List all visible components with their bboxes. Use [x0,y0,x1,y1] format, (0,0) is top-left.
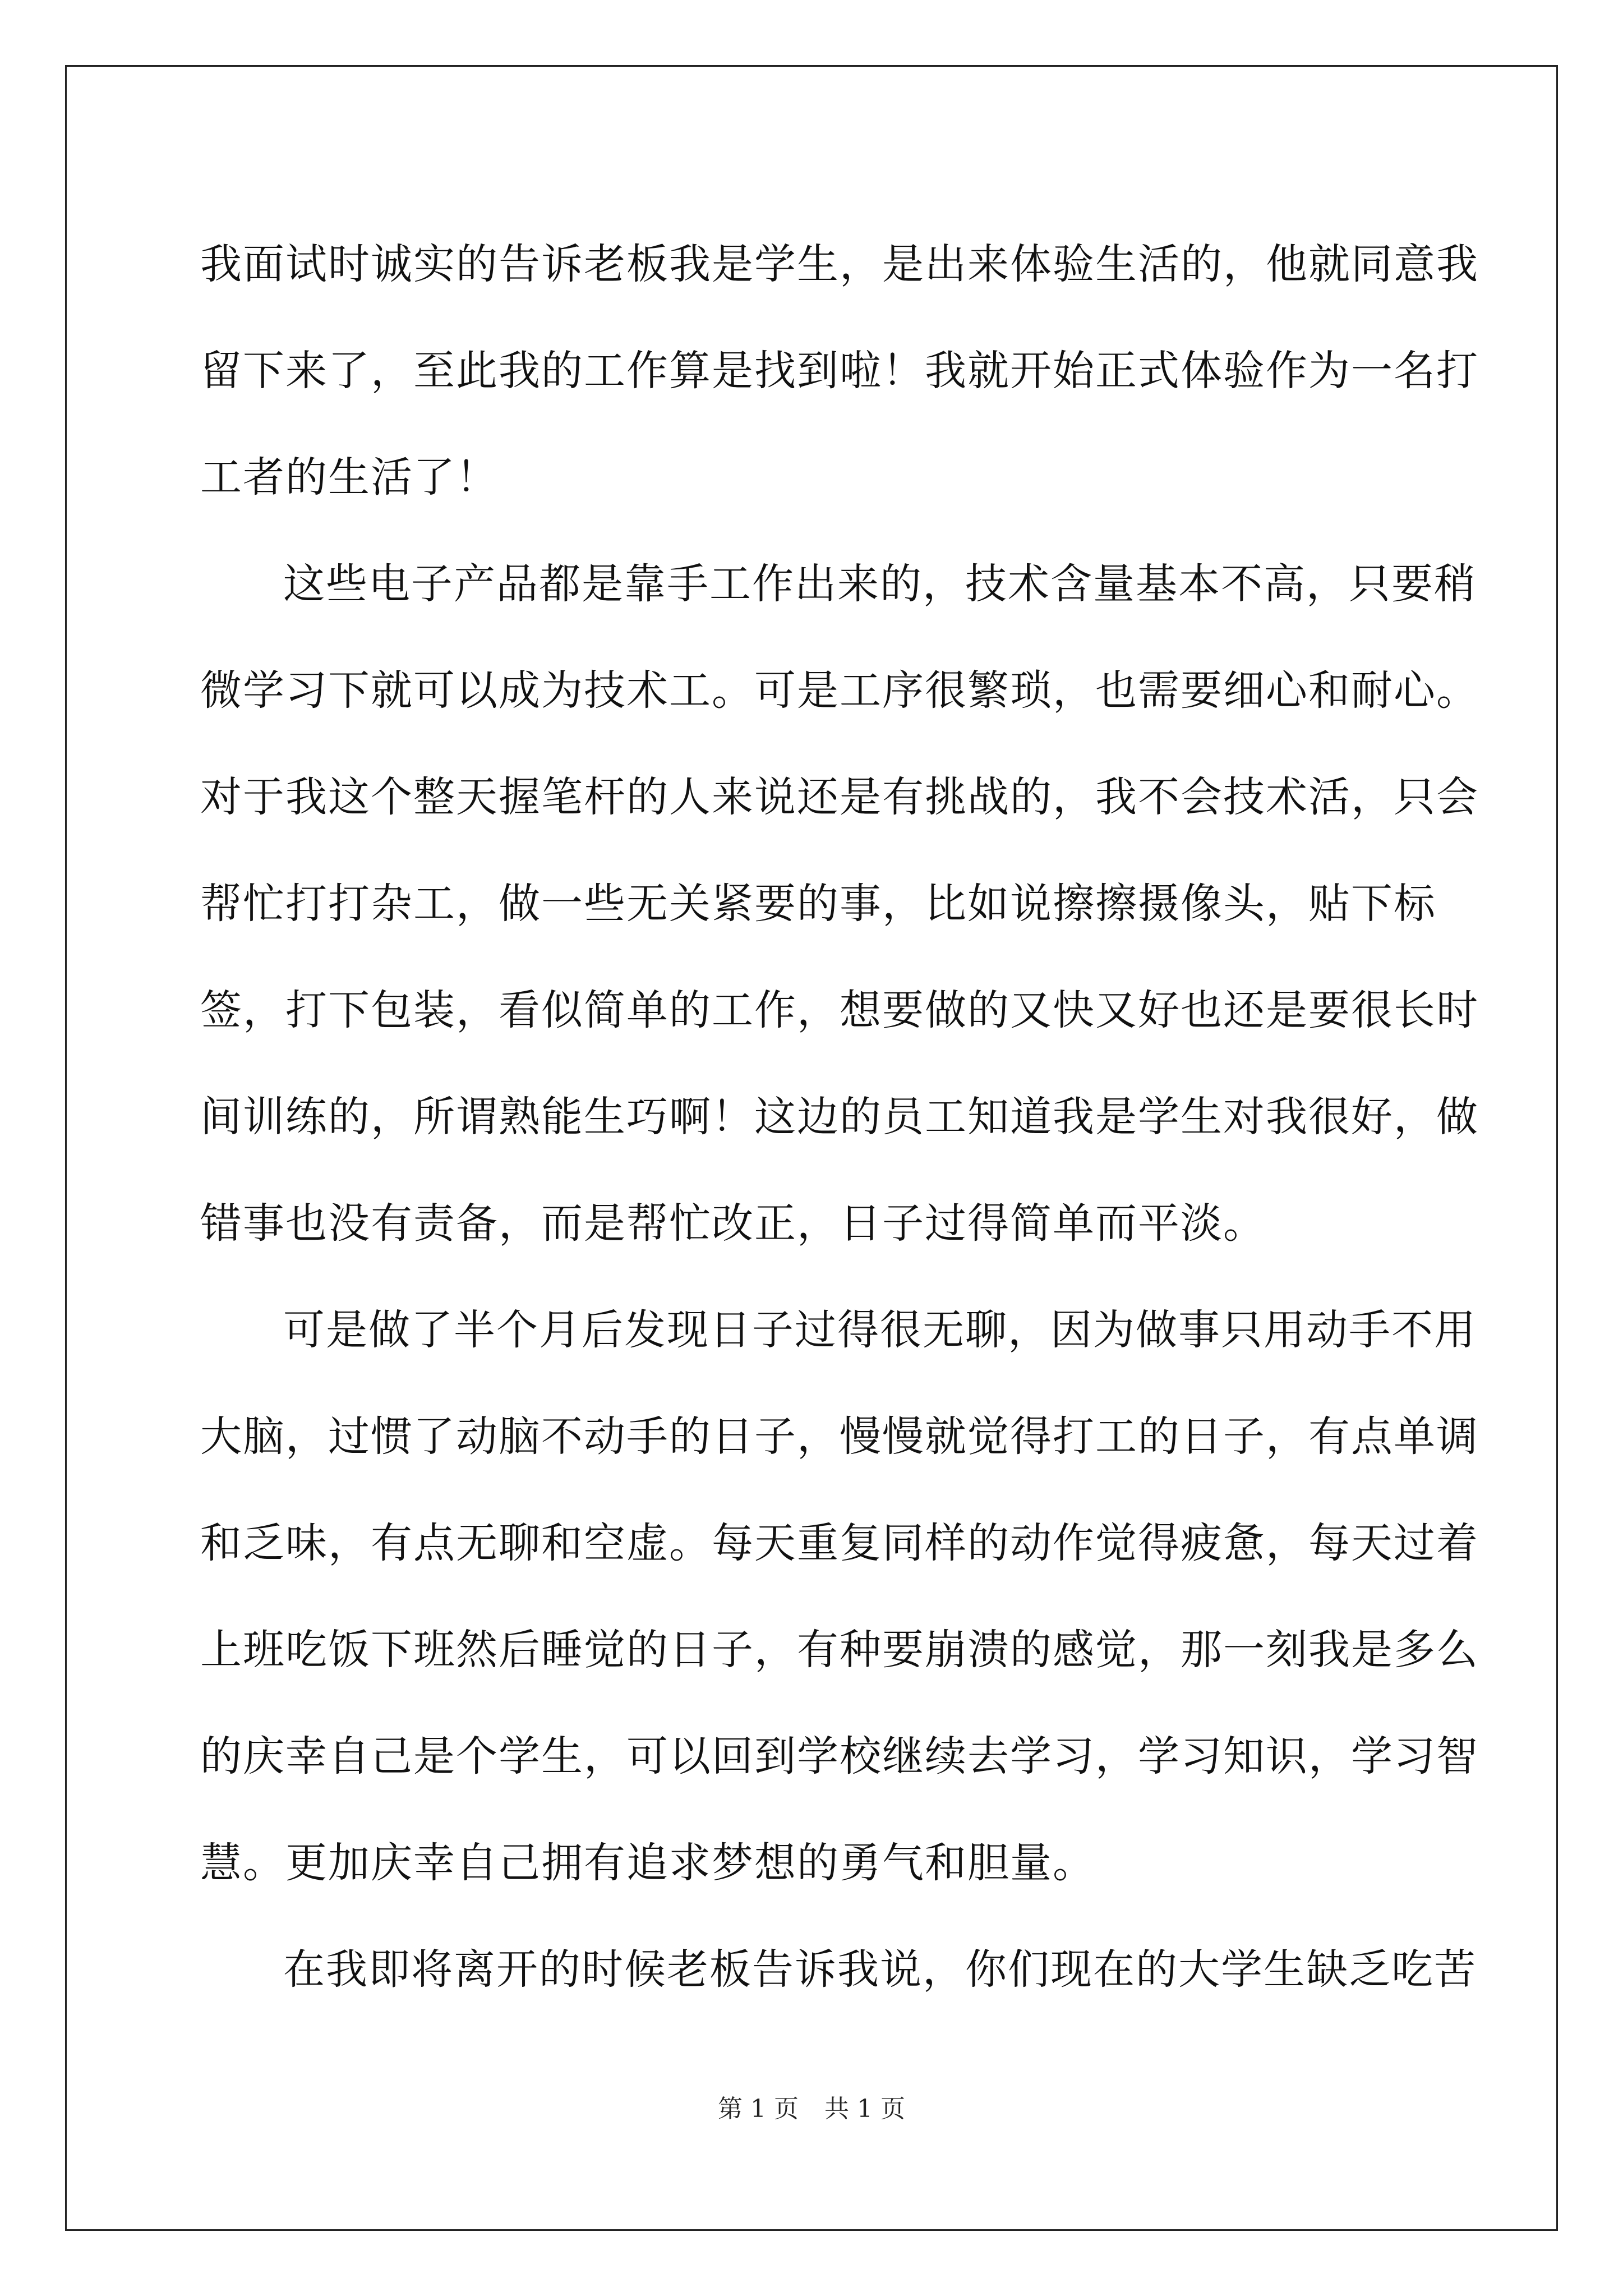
paragraph: 在我即将离开的时候老板告诉我说，你们现在的大学生缺乏吃苦 [283,1945,1477,1994]
paragraph: 可是做了半个月后发现日子过得很无聊，因为做事只用动手不用大脑，过惯了动脑不动手的日子，慢慢就觉得打工的日子，有点单调和乏味，有点无聊和空虚。每天重复同样的动作觉得疲惫，每天过着上班吃饭下班然后睡觉的日子，有种要崩溃的感觉，那一刻我是多么的庆幸自己是个学生，可以回到学校继续去学习，学习知识，学习智慧。更加庆幸自己拥有追求梦想的勇气和胆量。 [200,1306,1479,1887]
paragraph: 这些电子产品都是靠手工作出来的，技术含量基本不高，只要稍微学习下就可以成为技术工。可是工序很繁琐，也需要细心和耐心。对于我这个整天握笔杆的人来说还是有挑战的，我不会技术活，只会帮忙打打杂工，做一些无关紧要的事，比如说擦擦摄像头，贴下标签，打下包装，看似简单的工作，想要做的又快又好也还是要很长时间训练的，所谓熟能生巧啊！这边的员工知道我是学生对我很好，做错事也没有责备，而是帮忙改正，日子过得简单而平淡。 [200,560,1479,1248]
page-footer [0,2092,1623,2126]
page-total: 共 1 页 [824,2095,905,2123]
page-number: 第 1 页 [718,2095,799,2123]
document-body [200,211,1484,2023]
paragraph: 我面试时诚实的告诉老板我是学生，是出来体验生活的，他就同意我留下来了，至此我的工作算是找到啦！我就开始正式体验作为一名打工者的生活了！ [200,240,1479,501]
